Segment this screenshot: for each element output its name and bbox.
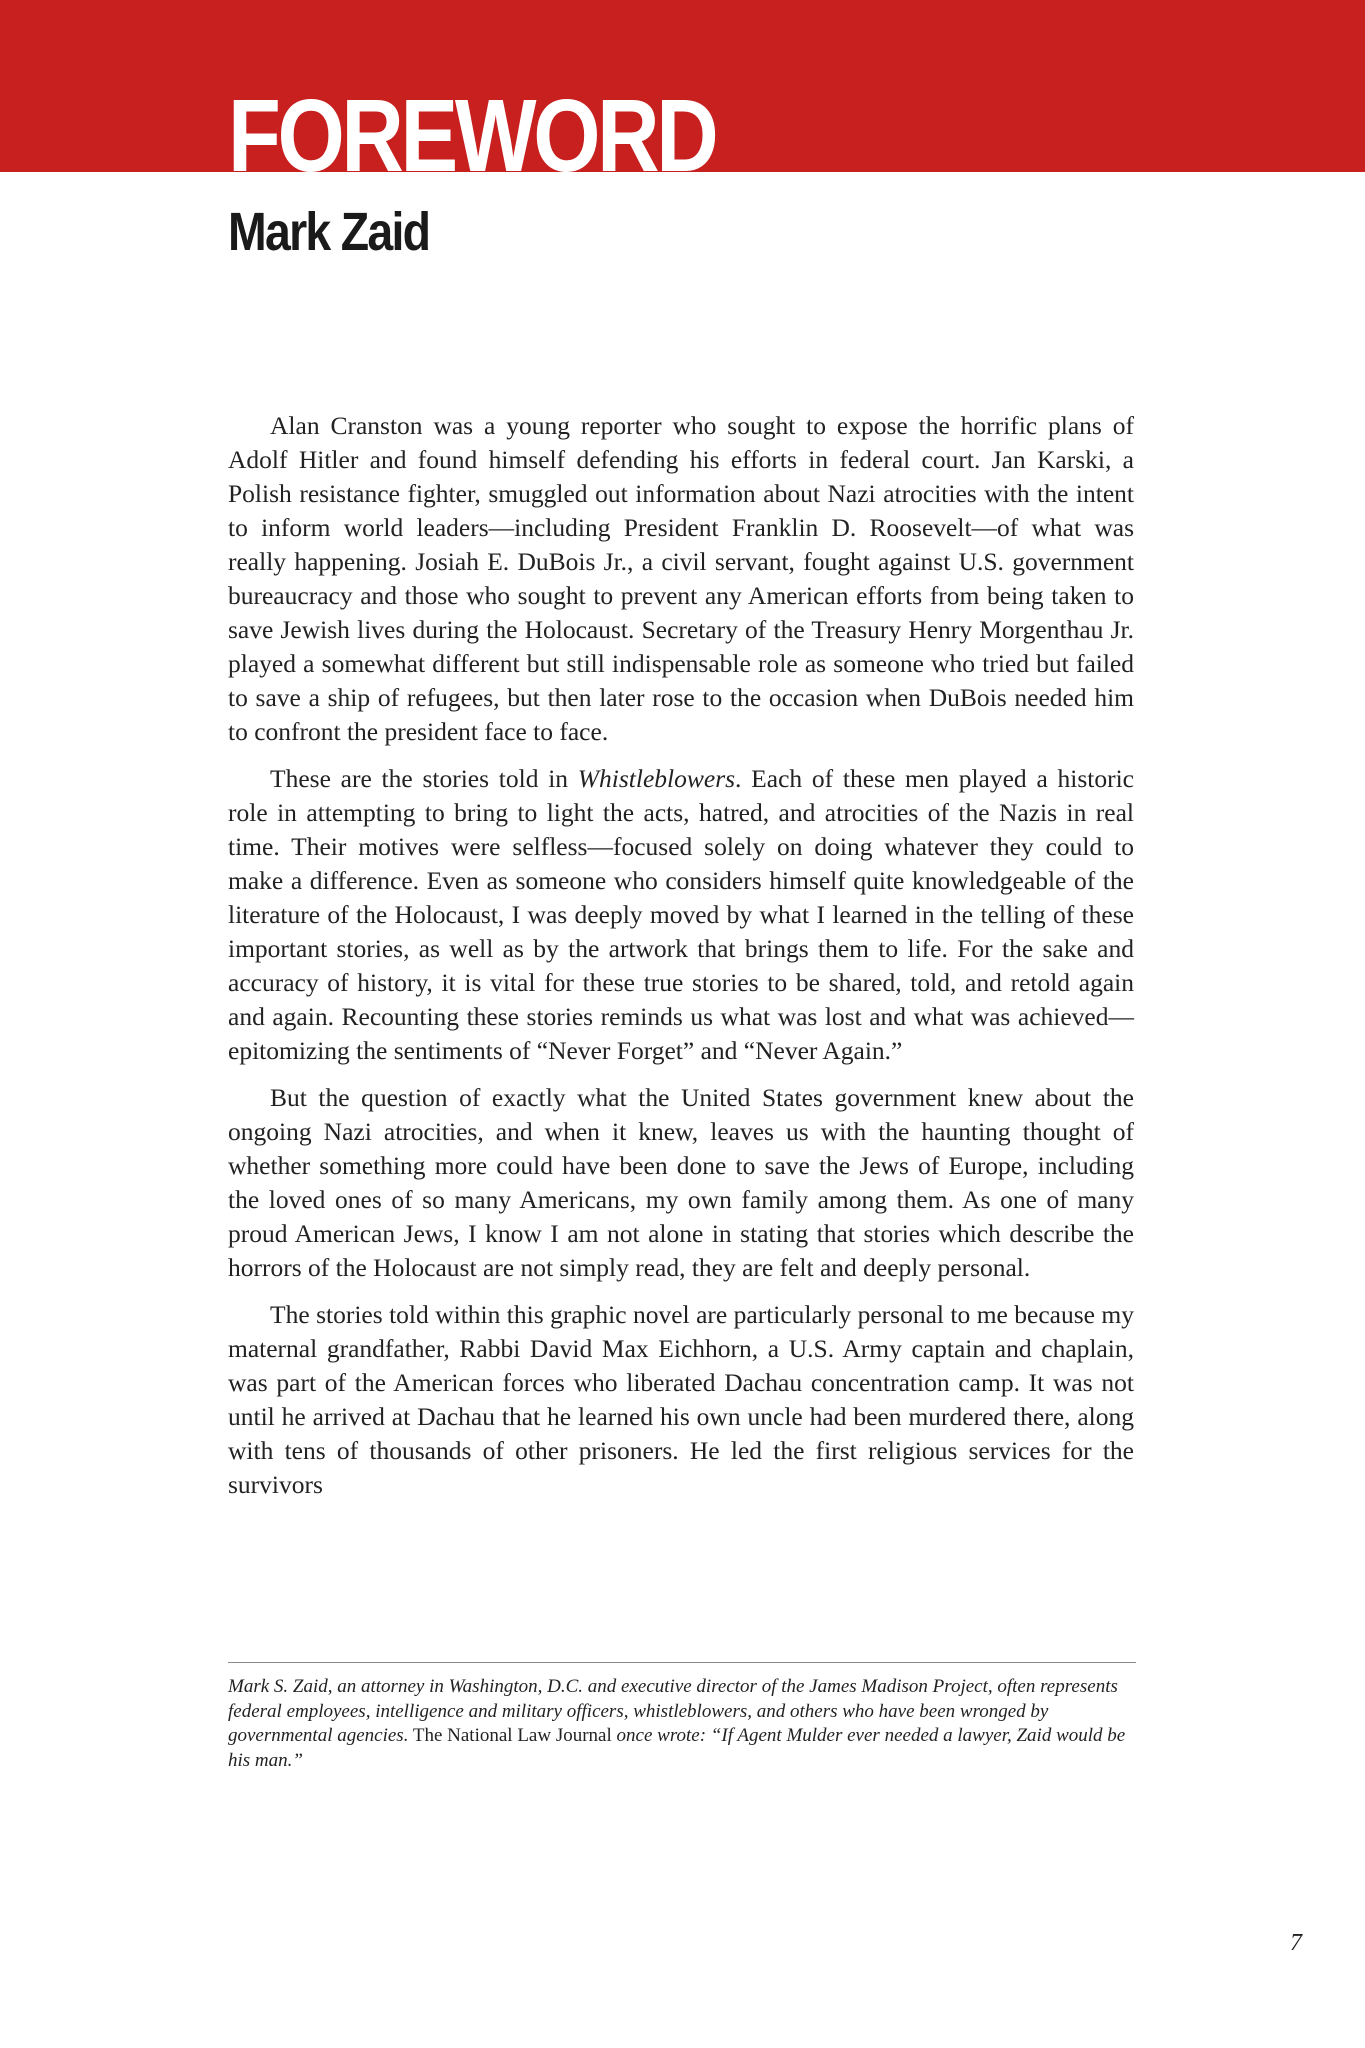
bio-italic-part-2: once wrote: “If Agent Mulder ever needed a lawyer, Zaid would be his man.”: [228, 1725, 1126, 1771]
footnote-divider: [228, 1662, 1136, 1663]
bio-italic-part-1: Mark S. Zaid, an attorney in Washington, D.C. and executive director of the James Madison Project, often represents federal employees, intelligence and military officers, whistleblowers, and others who have been wronged by governmental agencies.: [228, 1676, 1118, 1746]
bio-roman-part: The National Law Journal: [408, 1725, 617, 1746]
book-title-italic: Whistleblowers: [577, 764, 736, 793]
author-bio-note: [228, 1675, 1136, 1773]
chapter-title: FOREWORD: [228, 78, 716, 193]
page-number: 7: [1290, 1930, 1302, 1956]
paragraph-1: Alan Cranston was a young reporter who sought to expose the horrific plans of Adolf Hitler and found himself defending his efforts in federal court. Jan Karski, a Polish resistance fighter, smuggled out information about Nazi atrocities with the intent to inform world leaders—including President Franklin D. Roosevelt—of what was really happening. Josiah E. DuBois Jr., a civil servant, fought against U.S. government bureaucracy and those who sought to prevent any American efforts from being taken to save Jewish lives during the Holocaust. Secretary of the Treasury Henry Morgenthau Jr. played a somewhat different but still indispensable role as someone who tried but failed to save a ship of refugees, but then later rose to the occasion when DuBois needed him to confront the president face to face.: [228, 411, 1134, 746]
author-name: Mark Zaid: [228, 202, 430, 262]
foreword-body: [228, 409, 1134, 1515]
paragraph-2: [228, 762, 1134, 1068]
paragraph-3: But the question of exactly what the United States government knew about the ongoing Nazi atrocities, and when it knew, leaves us with the haunting thought of whether something more could have been done to save the Jews of Europe, including the loved ones of so many Americans, my own family among them. As one of many proud American Jews, I know I am not alone in stating that stories which describe the horrors of the Holocaust are not simply read, they are felt and deeply personal.: [228, 1083, 1134, 1282]
paragraph-4: The stories told within this graphic novel are particularly personal to me because my maternal grandfather, Rabbi David Max Eichhorn, a U.S. Army captain and chaplain, was part of the American forces who liberated Dachau concentration camp. It was not until he arrived at Dachau that he learned his own uncle had been murdered there, along with tens of thousands of other prisoners. He led the first religious services for the survivors: [228, 1300, 1134, 1499]
paragraph-2-start: These are the stories told in: [270, 764, 578, 793]
paragraph-2-rest: . Each of these men played a historic role in attempting to bring to light the acts, hatred, and atrocities of the Nazis in real time. Their motives were selfless—focused solely on doing whatever they could to make a difference. Even as someone who considers himself quite knowledgeable of the literature of the Holocaust, I was deeply moved by what I learned in the telling of these important stories, as well as by the artwork that brings them to life. For the sake and accuracy of history, it is vital for these true stories to be shared, told, and retold again and again. Recounting these stories reminds us what was lost and what was achieved—epitomizing the sentiments of “Never Forget” and “Never Again.”: [228, 764, 1135, 1065]
